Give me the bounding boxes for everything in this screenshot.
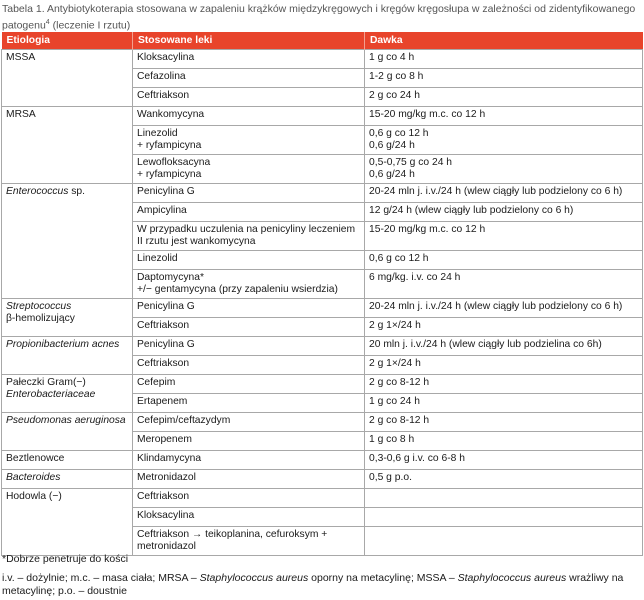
cell-line: 0,5 g p.o. [369,472,412,483]
dose-cell [365,527,643,556]
table-row [2,413,643,432]
cell-line: Lewofloksacyna [137,157,211,168]
dose-cell [365,155,643,184]
cell-line: Ceftriakson [137,320,190,331]
cell-line: 2 g co 8-12 h [369,377,430,388]
dose-cell [365,451,643,470]
table-row [2,299,643,318]
etiology-cell [2,413,133,451]
drug-cell [133,318,365,337]
drug-cell [133,126,365,155]
cell-line: Hodowla (−) [6,491,62,502]
dose-cell [365,508,643,527]
cell-line: 2 g co 24 h [369,90,420,101]
header-etiology: Etiologia [2,32,133,50]
cell-line: 0,6 g co 12 h [369,128,429,139]
drug-cell [133,432,365,451]
cell-line: 0,5-0,75 g co 24 h [369,157,453,168]
drug-cell [133,413,365,432]
caption-suffix: (leczenie I rzutu) [49,19,131,32]
abbr-part-3: wrażliwy na metacylinę; p.o. – doustnie [2,572,624,597]
cell-line: Enterobacteriaceae [6,389,96,400]
table-header-row [2,32,643,50]
dose-cell [365,88,643,107]
cell-line: Meropenem [137,434,192,445]
cell-line: Penicylina G [137,186,195,197]
drug-cell [133,508,365,527]
cell-line: Metronidazol [137,472,196,483]
dose-cell [365,69,643,88]
etiology-cell [2,184,133,299]
cell-line: 0,6 g co 12 h [369,253,429,264]
dose-cell [365,470,643,489]
cell-line: Streptococcus [6,301,72,312]
drug-cell [133,375,365,394]
dose-cell [365,299,643,318]
dose-cell [365,318,643,337]
dose-cell [365,394,643,413]
cell-line: Ceftriakson → teikoplanina, cefuroksym + [137,529,328,540]
cell-line: Penicylina G [137,301,195,312]
cell-line: Kloksacylina [137,510,195,521]
table-row [2,50,643,69]
cell-line: 2 g 1×/24 h [369,320,421,331]
drug-cell [133,203,365,222]
header-drugs: Stosowane leki [133,32,365,50]
footnote-asterisk: *Dobrze penetruje do kości [2,553,129,565]
drug-cell [133,155,365,184]
drug-cell [133,356,365,375]
abbr-part-2: oporny na metacylinę; MSSA – [308,572,458,584]
drug-cell [133,451,365,470]
drug-cell [133,299,365,318]
abbreviations-note [2,572,638,598]
table-body [2,50,643,556]
dose-cell [365,251,643,270]
antibiotic-table [1,32,643,556]
cell-line: 1 g co 24 h [369,396,420,407]
dose-cell [365,203,643,222]
dose-cell [365,337,643,356]
cell-line: MRSA [6,109,36,120]
drug-cell [133,107,365,126]
cell-line: Bacteroides [6,472,61,483]
drug-cell [133,337,365,356]
dose-cell [365,270,643,299]
cell-line: Cefepim [137,377,176,388]
cell-line: Wankomycyna [137,109,205,120]
drug-cell [133,394,365,413]
dose-cell [365,222,643,251]
dose-cell [365,184,643,203]
cell-line: Ertapenem [137,396,188,407]
cell-line: 0,6 g/24 h [369,140,415,151]
caption-reference: 4 [45,19,50,26]
cell-line: 1 g co 4 h [369,52,415,63]
etiology-cell [2,107,133,184]
drug-cell [133,69,365,88]
table-row [2,337,643,356]
cell-line: 2 g 1×/24 h [369,358,421,369]
table-row [2,470,643,489]
table-row [2,184,643,203]
cell-line: Linezolid [137,128,178,139]
table-caption [2,3,638,33]
cell-line: II rzutu jest wankomycyna [137,236,256,247]
cell-line: 15-20 mg/kg m.c. co 12 h [369,109,486,120]
cell-line: metronidazol [137,541,196,552]
cell-line: 20 mln j. i.v./24 h (wlew ciągły lub podzielina co 6h) [369,339,602,350]
drug-cell [133,470,365,489]
cell-line: + ryfampicyna [137,140,202,151]
cell-line: 20-24 mln j. i.v./24 h (wlew ciągły lub podzielony co 6 h) [369,301,623,312]
abbr-species-1: Staphylococcus aureus [199,572,309,584]
cell-line: β-hemolizujący [6,313,75,324]
etiology-cell [2,489,133,556]
table-row [2,375,643,394]
cell-line: 0,6 g/24 h [369,169,415,180]
table-row [2,451,643,470]
drug-cell [133,50,365,69]
drug-cell [133,251,365,270]
dose-cell [365,126,643,155]
cell-line: 6 mg/kg. i.v. co 24 h [369,272,461,283]
cell-line: Cefazolina [137,71,186,82]
dose-cell [365,489,643,508]
cell-line: Pseudomonas aeruginosa [6,415,126,426]
cell-line: Linezolid [137,253,178,264]
abbr-part-1: i.v. – dożylnie; m.c. – masa ciała; MRSA – [2,572,200,584]
cell-line: Propionibacterium acnes [6,339,120,350]
cell-line: 1-2 g co 8 h [369,71,424,82]
dose-cell [365,107,643,126]
etiology-cell [2,337,133,375]
cell-line: Beztlenowce [6,453,65,464]
table-row [2,489,643,508]
cell-line: Ceftriakson [137,358,190,369]
drug-cell [133,270,365,299]
etiology-cell [2,451,133,470]
cell-line: Ceftriakson [137,90,190,101]
cell-line: Pałeczki Gram(−) [6,377,86,388]
etiology-cell [2,50,133,107]
etiology-cell [2,470,133,489]
dose-cell [365,356,643,375]
cell-line: 20-24 mln j. i.v./24 h (wlew ciągły lub podzielony co 6 h) [369,186,623,197]
dose-cell [365,413,643,432]
cell-line: Klindamycyna [137,453,202,464]
drug-cell [133,527,365,556]
cell-line: Ceftriakson [137,491,190,502]
abbr-species-2: Staphylococcus aureus [457,572,567,584]
cell-line: Cefepim/ceftazydym [137,415,231,426]
cell-line: Ampicylina [137,205,187,216]
cell-line: Enterococcus sp. [6,186,85,197]
cell-line: + ryfampicyna [137,169,202,180]
cell-line: MSSA [6,52,36,63]
cell-line: W przypadku uczulenia na penicyliny leczeniem [137,224,356,235]
dose-cell [365,50,643,69]
etiology-cell [2,375,133,413]
cell-line: Daptomycyna* [137,272,204,283]
drug-cell [133,184,365,203]
cell-line: Kloksacylina [137,52,195,63]
cell-line: 1 g co 8 h [369,434,415,445]
cell-line: 15-20 mg/kg m.c. co 12 h [369,224,486,235]
drug-cell [133,222,365,251]
cell-line: +/− gentamycyna (przy zapaleniu wsierdzia) [137,284,338,295]
cell-line: 0,3-0,6 g i.v. co 6-8 h [369,453,465,464]
dose-cell [365,432,643,451]
dose-cell [365,375,643,394]
header-dose: Dawka [365,32,643,50]
table-row [2,107,643,126]
etiology-cell [2,299,133,337]
cell-line: 12 g/24 h (wlew ciągły lub podzielony co 6 h) [369,205,574,216]
cell-line: 2 g co 8-12 h [369,415,430,426]
cell-line: Penicylina G [137,339,195,350]
caption-text: Tabela 1. Antybiotykoterapia stosowana w zapaleniu krążków międzykręgowych i kręgów kręgosłupa w zależności od zidentyfikowanego patogenu [2,3,636,32]
drug-cell [133,489,365,508]
drug-cell [133,88,365,107]
